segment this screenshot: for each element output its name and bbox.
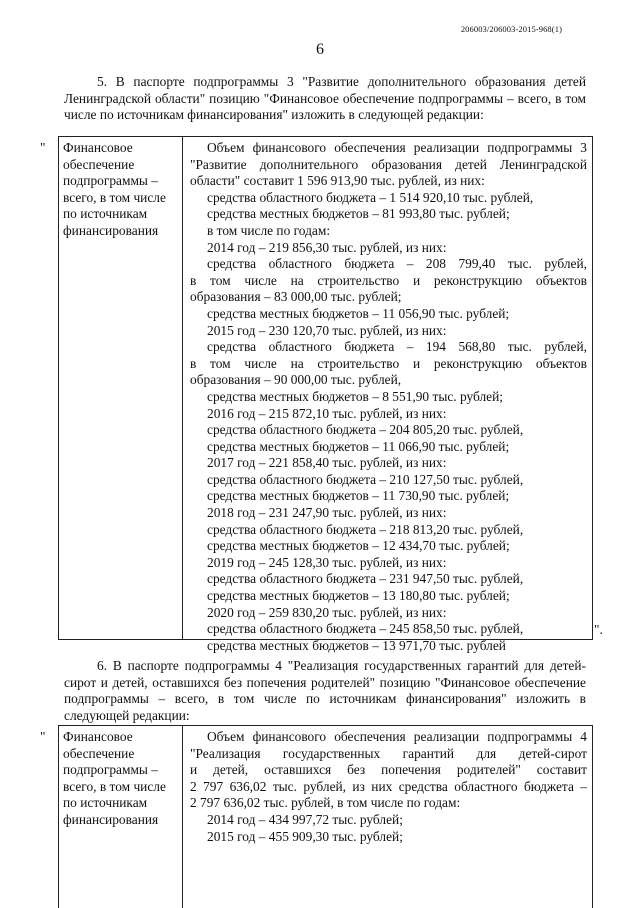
left-line: обеспечение	[63, 745, 135, 761]
section5-left-cell	[59, 137, 183, 639]
left-line: всего, в том числе	[63, 778, 166, 794]
left-line: обеспечение	[63, 156, 135, 172]
right-line: области" составит 1 596 913,90 тыс. рублей, из них:	[190, 173, 485, 189]
right-line: образования – 83 000,00 тыс. рублей;	[190, 289, 402, 305]
right-line: 2016 год – 215 872,10 тыс. рублей, из них:	[207, 405, 447, 421]
right-line: 2015 год – 230 120,70 тыс. рублей, из них:	[207, 322, 447, 338]
right-line: 2014 год – 434 997,72 тыс. рублей;	[207, 811, 403, 827]
right-line: Объем финансового обеспечения реализации подпрограммы 4	[207, 729, 587, 744]
right-line: 2015 год – 455 909,30 тыс. рублей;	[207, 828, 403, 844]
right-line: в том числе на строительство и реконструкцию объектов	[190, 272, 587, 288]
right-line: средства областного бюджета – 1 514 920,10 тыс. рублей,	[207, 189, 534, 205]
right-line: 2 797 636,02 тыс. рублей, в том числе по годам:	[190, 795, 461, 811]
right-line: средства местных бюджетов – 13 180,80 тыс. рублей;	[207, 588, 510, 604]
section5-close-quote: ".	[594, 622, 603, 637]
right-line: Объем финансового обеспечения реализации подпрограммы 3	[207, 140, 587, 155]
section5-paragraph: 5. В паспорте подпрограммы 3 "Развитие дополнительного образования детей Ленинградской области" позицию "Финансовое обеспечение подпрограммы – всего, в том числе по источникам финансирования" изложить в следующей редакции:	[64, 74, 586, 123]
right-line: "Развитие дополнительного образования детей Ленинградской	[190, 156, 587, 172]
right-line: средства областного бюджета – 218 813,20 тыс. рублей,	[207, 521, 524, 537]
left-line: подпрограммы –	[63, 173, 158, 189]
right-line: 2 797 636,02 тыс. рублей, из них средства областного бюджета –	[190, 778, 587, 794]
right-line: средства местных бюджетов – 11 066,90 тыс. рублей;	[207, 438, 510, 454]
right-line: 2019 год – 245 128,30 тыс. рублей, из них:	[207, 554, 447, 570]
page-number: 6	[316, 41, 324, 58]
right-line: средства областного бюджета – 208 799,40 тыс. рублей,	[207, 256, 587, 272]
left-line: по источникам	[63, 206, 148, 222]
right-line: средства областного бюджета – 204 805,20 тыс. рублей,	[207, 422, 524, 438]
right-line: средства областного бюджета – 194 568,80 тыс. рублей,	[207, 339, 587, 355]
section5-right-cell	[184, 137, 592, 653]
left-line: подпрограммы –	[63, 762, 158, 778]
left-line: по источникам	[63, 795, 148, 811]
document-number: 206003/206003-2015-968(1)	[460, 24, 562, 34]
right-line: образования – 90 000,00 тыс. рублей,	[190, 372, 402, 388]
right-line: и детей, оставшихся без попечения родителей" составит	[190, 762, 587, 778]
right-line: в том числе по годам:	[207, 222, 331, 238]
right-line: средства местных бюджетов – 12 434,70 тыс. рублей;	[207, 538, 510, 554]
right-line: в том числе на строительство и реконструкцию объектов	[190, 355, 587, 371]
section5-open-quote: "	[40, 140, 46, 155]
right-line: средства местных бюджетов – 81 993,80 тыс. рублей;	[207, 206, 510, 222]
right-line: средства местных бюджетов – 11 730,90 тыс. рублей;	[207, 488, 510, 504]
section6-paragraph: 6. В паспорте подпрограммы 4 "Реализация государственных гарантий для детей-сирот и детей, оставшихся без попечения родителей" позицию "Финансовое обеспечение подпрограммы – всего, в том числе по источникам финансирования" изложить в следующей редакции:	[64, 658, 586, 723]
section6-left-cell	[59, 726, 183, 908]
right-line: 2018 год – 231 247,90 тыс. рублей, из них:	[207, 505, 447, 521]
right-line: 2020 год – 259 830,20 тыс. рублей, из них:	[207, 604, 447, 620]
right-line: средства местных бюджетов – 8 551,90 тыс. рублей;	[207, 388, 503, 404]
right-line: средства областного бюджета – 231 947,50 тыс. рублей,	[207, 571, 524, 587]
section6-right-cell	[184, 726, 592, 908]
right-line: средства областного бюджета – 245 858,50 тыс. рублей,	[207, 621, 524, 637]
right-line: 2014 год – 219 856,30 тыс. рублей, из них:	[207, 239, 447, 255]
left-line: финансирования	[63, 222, 159, 238]
left-line: финансирования	[63, 811, 159, 827]
right-line: средства областного бюджета – 210 127,50 тыс. рублей,	[207, 471, 524, 487]
right-line: 2017 год – 221 858,40 тыс. рублей, из них:	[207, 455, 447, 471]
section6-table	[58, 725, 593, 908]
right-line: средства местных бюджетов – 13 971,70 тыс. рублей	[207, 637, 506, 653]
section6-open-quote: "	[40, 729, 46, 744]
right-line: средства местных бюджетов – 11 056,90 тыс. рублей;	[207, 305, 510, 321]
right-line: "Реализация государственных гарантий для детей-сирот	[190, 745, 587, 761]
left-line: Финансовое	[63, 140, 133, 155]
left-line: всего, в том числе	[63, 189, 166, 205]
section5-table	[58, 136, 593, 653]
left-line: Финансовое	[63, 729, 133, 744]
